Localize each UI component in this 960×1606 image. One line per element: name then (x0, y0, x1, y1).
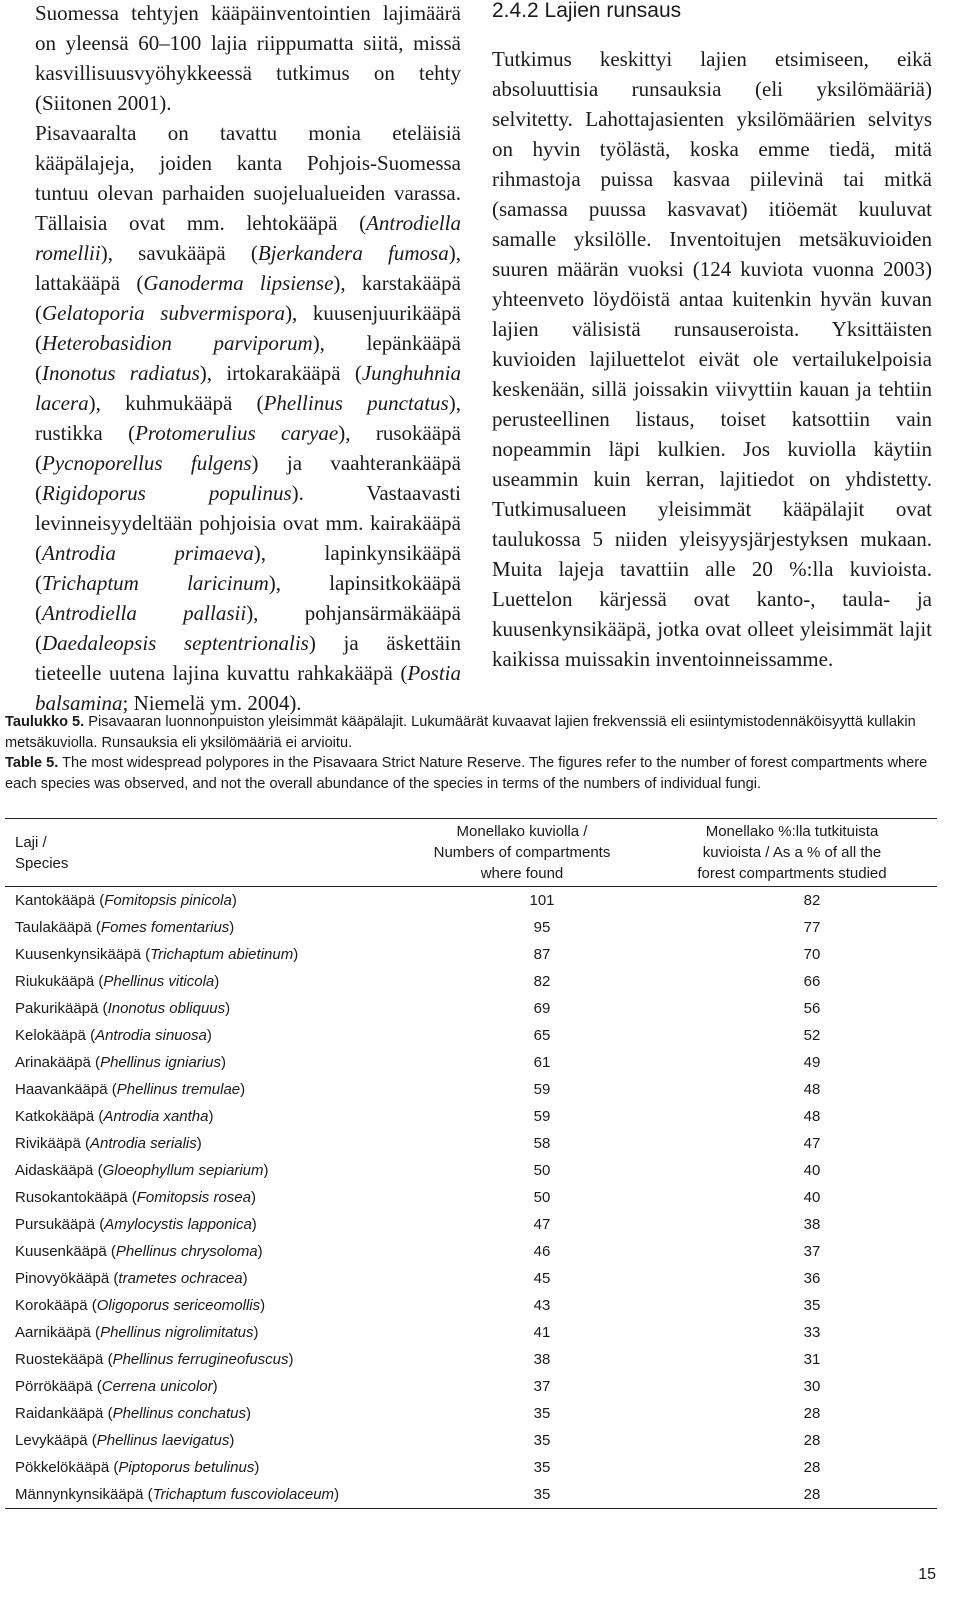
species-name: Levykääpä (Phellinus laevigatus) (15, 1432, 235, 1449)
table-row (5, 941, 937, 968)
latin-name: Antrodia sinuosa (95, 1027, 207, 1044)
compartment-percentage: 56 (803, 1000, 821, 1017)
compartment-count: 69 (533, 1000, 551, 1017)
table-row (5, 1076, 937, 1103)
compartment-percentage: 47 (803, 1135, 821, 1152)
finnish-name: Katkokääpä (15, 1108, 95, 1125)
table-row (5, 1184, 937, 1211)
latin-name: Phellinus viticola (103, 973, 215, 990)
table-row (5, 1292, 937, 1319)
compartment-percentage: 37 (803, 1243, 821, 1260)
compartment-percentage: 40 (803, 1189, 821, 1206)
latin-name: Fomes fomentarius (100, 919, 230, 936)
polypore-table (5, 818, 937, 1509)
latin-name: Phellinus ferrugineofuscus (112, 1351, 289, 1368)
table-row (5, 1265, 937, 1292)
latin-name: Inonotus obliquus (107, 1000, 226, 1017)
species-name: Pinovyökääpä (trametes ochracea) (15, 1270, 248, 1287)
finnish-name: Pakurikääpä (15, 1000, 99, 1017)
page-number: 15 (918, 1566, 936, 1583)
compartment-percentage: 48 (803, 1108, 821, 1125)
compartment-percentage: 40 (803, 1162, 821, 1179)
finnish-name: Rusokantokääpä (15, 1189, 128, 1206)
compartment-count: 59 (533, 1081, 551, 1098)
finnish-name: Raidankääpä (15, 1405, 104, 1422)
latin-name: Cerrena unicolor (101, 1378, 213, 1395)
compartment-count: 43 (533, 1297, 551, 1314)
species-name: Rusokantokääpä (Fomitopsis rosea) (15, 1189, 256, 1206)
species-name: Aidaskääpä (Gloeophyllum sepiarium) (15, 1162, 269, 1179)
compartment-count: 59 (533, 1108, 551, 1125)
table-header-row (5, 819, 937, 887)
latin-name: Phellinus conchatus (112, 1405, 246, 1422)
compartment-percentage: 28 (803, 1459, 821, 1476)
species-name: Katkokääpä (Antrodia xantha) (15, 1108, 214, 1125)
latin-name: trametes ochracea (118, 1270, 243, 1287)
latin-name: Trichaptum abietinum (150, 946, 294, 963)
compartment-percentage: 36 (803, 1270, 821, 1287)
species-name: Kantokääpä (Fomitopsis pinicola) (15, 892, 237, 909)
compartment-count: 82 (533, 973, 551, 990)
finnish-name: Pörrökääpä (15, 1378, 93, 1395)
finnish-name: Riukukääpä (15, 973, 95, 990)
header-percentage: Monellako %:lla tutkituista kuvioista / As a % of all the forest compartments studied (647, 819, 937, 887)
finnish-name: Kantokääpä (15, 892, 96, 909)
species-name: Kuusenkynsikääpä (Trichaptum abietinum) (15, 946, 299, 963)
latin-name: Antrodia serialis (90, 1135, 197, 1152)
compartment-count: 50 (533, 1189, 551, 1206)
latin-name: Antrodia xantha (103, 1108, 209, 1125)
finnish-name: Korokääpä (15, 1297, 88, 1314)
species-name: Haavankääpä (Phellinus tremulae) (15, 1081, 246, 1098)
compartment-count: 35 (533, 1459, 551, 1476)
table-row (5, 1049, 937, 1076)
latin-name: Fomitopsis pinicola (104, 892, 232, 909)
species-name: Ruostekääpä (Phellinus ferrugineofuscus) (15, 1351, 294, 1368)
finnish-name: Taulakääpä (15, 919, 92, 936)
finnish-name: Aarnikääpä (15, 1324, 91, 1341)
compartment-count: 38 (533, 1351, 551, 1368)
left-text-column (35, 0, 461, 718)
finnish-name: Pökkelökääpä (15, 1459, 110, 1476)
latin-name: Phellinus tremulae (116, 1081, 241, 1098)
right-text-column (492, 0, 932, 674)
finnish-name: Pinovyökääpä (15, 1270, 110, 1287)
finnish-name: Kelokääpä (15, 1027, 86, 1044)
table-row (5, 1211, 937, 1238)
species-name: Riukukääpä (Phellinus viticola) (15, 973, 220, 990)
species-name: Raidankääpä (Phellinus conchatus) (15, 1405, 251, 1422)
species-name: Aarnikääpä (Phellinus nigrolimitatus) (15, 1324, 259, 1341)
compartment-count: 50 (533, 1162, 551, 1179)
finnish-name: Kuusenkynsikääpä (15, 946, 141, 963)
caption-english: Table 5. The most widespread polypores in the Pisavaara Strict Nature Reserve. The figures refer to the number of forest compartments where each species was observed, and not the overall abundance of the species in terms of the numbers of individual fungi. (5, 755, 928, 792)
compartment-percentage: 49 (803, 1054, 821, 1071)
table-row (5, 1346, 937, 1373)
compartment-count: 37 (533, 1378, 551, 1395)
compartment-count: 35 (533, 1432, 551, 1449)
compartment-count: 95 (533, 919, 551, 936)
table-row (5, 1454, 937, 1481)
compartment-count: 46 (533, 1243, 551, 1260)
species-name: Arinakääpä (Phellinus igniarius) (15, 1054, 226, 1071)
compartment-percentage: 28 (803, 1432, 821, 1449)
compartment-percentage: 70 (803, 946, 821, 963)
compartment-count: 35 (397, 1481, 647, 1509)
table-row (5, 995, 937, 1022)
table-row (5, 1022, 937, 1049)
table-row (5, 1319, 937, 1346)
right-paragraph: Tutkimus keskittyi lajien etsimiseen, eikä absoluuttisia runsauksia (eli yksilömääriä) selvitetty. Lahottajasienten yksilömäärien selvitys on hyvin työlästä, koska emme tiedä, mitä rihmastoja puissa kasvaa piilevinä tai mitkä (samassa puussa kasvavat) itiöemät kuuluvat samalle yksilölle. Inventoitujen metsäkuvioiden suuren määrän vuoksi (124 kuviota vuonna 2003) yhteenveto löydöistä antaa kuitenkin hyvän kuvan lajien välisistä runsauseroista. Yksittäisten kuvioiden lajiluettelot eivät ole vertailukelpoisia keskenään, sillä joissakin viivyttiin kauan ja tehtiin perusteellinen listaus, toiset katsottiin vain nopeammin läpi kulkien. Jos kuviolla käytiin useammin kuin kerran, lajitiedot on yhdistetty. Tutkimusalueen yleisimmät kääpälajit ovat taulukossa 5 niiden yleisyysjärjestyksen mukaan. Muita lajeja tavattiin alle 20 %:lla kuvioista. Luettelon kärjessä ovat kanto-, taula- ja kuusenkynsikääpä, jotka ovat olleet yleisimmät lajit kaikissa muissakin inventoinneissamme. (492, 47, 932, 671)
compartment-percentage: 52 (803, 1027, 821, 1044)
table-row (5, 1103, 937, 1130)
species-name: Taulakääpä (Fomes fomentarius) (15, 919, 235, 936)
latin-name: Gloeophyllum sepiarium (102, 1162, 264, 1179)
finnish-name: Männynkynsikääpä (15, 1486, 144, 1503)
species-name: Rivikääpä (Antrodia serialis) (15, 1135, 202, 1152)
compartment-percentage: 77 (803, 919, 821, 936)
species-name: Kelokääpä (Antrodia sinuosa) (15, 1027, 212, 1044)
compartment-percentage: 35 (803, 1297, 821, 1314)
latin-name: Trichaptum fuscoviolaceum (152, 1486, 335, 1503)
species-name: Pörrökääpä (Cerrena unicolor) (15, 1378, 218, 1395)
finnish-name: Haavankääpä (15, 1081, 108, 1098)
table-row (5, 914, 937, 941)
section-heading: 2.4.2 Lajien runsaus (492, 0, 682, 22)
table-row (5, 887, 937, 915)
finnish-name: Pursukääpä (15, 1216, 96, 1233)
latin-name: Phellinus chrysoloma (115, 1243, 258, 1260)
table-body (5, 887, 937, 1509)
compartment-count: 58 (533, 1135, 551, 1152)
finnish-name: Kuusenkääpä (15, 1243, 107, 1260)
latin-name: Piptoporus betulinus (118, 1459, 255, 1476)
compartment-percentage: 48 (803, 1081, 821, 1098)
caption-finnish: Taulukko 5. Pisavaaran luonnonpuiston yleisimmät kääpälajit. Lukumäärät kuvaavat lajien frekvenssiä eli esiintymistodennäköisyyttä kullakin metsäkuviolla. Runsauksia eli yksilömääriä ei arvioitu. (5, 714, 916, 751)
header-compartments: Monellako kuviolla / Numbers of compartments where found (397, 819, 647, 887)
compartment-percentage: 28 (647, 1481, 937, 1509)
compartment-count: 65 (533, 1027, 551, 1044)
left-paragraph-2: Pisavaaralta on tavattu monia eteläisiä kääpälajeja, joiden kanta Pohjois-Suomessa tuntuu olevan parhaiden suojelualueiden varassa. Tällaisia ovat mm. lehtokääpä (Antrodiella romellii), savukääpä (Bjerkandera fumosa), lattakääpä (Ganoderma lipsiense), karstakääpä (Gelatoporia subvermispora), kuusenjuurikääpä (Heterobasidion parviporum), lepänkääpä (Inonotus radiatus), irtokarakääpä (Junghuhnia lacera), kuhmukääpä (Phellinus punctatus), rustikka (Protomerulius caryae), rusokääpä (Pycnoporellus fulgens) ja vaahterankääpä (Rigidoporus populinus). Vastaavasti levinneisyydeltään pohjoisia ovat mm. kairakääpä (Antrodia primaeva), lapinkynsikääpä (Trichaptum laricinum), lapinsitkokääpä (Antrodiella pallasii), pohjansärmäkääpä (Daedaleopsis septentrionalis) ja äskettäin tieteelle uutena lajina kuvattu rahkakääpä (Postia balsamina; Niemelä ym. 2004). (35, 121, 462, 715)
table-row (5, 1481, 937, 1509)
table-caption (5, 712, 935, 794)
species-name: Pakurikääpä (Inonotus obliquus) (15, 1000, 231, 1017)
compartment-percentage: 31 (803, 1351, 821, 1368)
table-row (5, 968, 937, 995)
compartment-count: 101 (529, 892, 555, 909)
species-name: Pursukääpä (Amylocystis lapponica) (15, 1216, 257, 1233)
table-row (5, 1238, 937, 1265)
compartment-percentage: 28 (803, 1405, 821, 1422)
compartment-percentage: 33 (803, 1324, 821, 1341)
latin-name: Phellinus nigrolimitatus (100, 1324, 254, 1341)
table-row (5, 1373, 937, 1400)
finnish-name: Rivikääpä (15, 1135, 81, 1152)
finnish-name: Aidaskääpä (15, 1162, 94, 1179)
latin-name: Phellinus igniarius (100, 1054, 221, 1071)
table-row (5, 1400, 937, 1427)
table-row (5, 1157, 937, 1184)
table-row (5, 1130, 937, 1157)
finnish-name: Ruostekääpä (15, 1351, 104, 1368)
latin-name: Fomitopsis rosea (136, 1189, 251, 1206)
latin-name: Oligoporus sericeomollis (96, 1297, 261, 1314)
compartment-percentage: 66 (803, 973, 821, 990)
compartment-count: 41 (533, 1324, 551, 1341)
latin-name: Phellinus laevigatus (96, 1432, 230, 1449)
table-row (5, 1427, 937, 1454)
left-paragraph-1: Suomessa tehtyjen kääpäinventointien lajimäärä on yleensä 60–100 lajia riippumatta siitä, missä kasvillisuusvyöhykkeessä tutkimus on tehty (Siitonen 2001). (35, 1, 461, 115)
latin-name: Amylocystis lapponica (104, 1216, 252, 1233)
compartment-count: 45 (533, 1270, 551, 1287)
species-name: Kuusenkääpä (Phellinus chrysoloma) (15, 1243, 263, 1260)
compartment-percentage: 38 (803, 1216, 821, 1233)
compartment-count: 35 (533, 1405, 551, 1422)
compartment-percentage: 82 (803, 892, 821, 909)
species-name: Männynkynsikääpä (Trichaptum fuscoviolaceum) (5, 1481, 397, 1509)
finnish-name: Arinakääpä (15, 1054, 91, 1071)
compartment-percentage: 30 (803, 1378, 821, 1395)
species-name: Pökkelökääpä (Piptoporus betulinus) (15, 1459, 260, 1476)
species-name: Korokääpä (Oligoporus sericeomollis) (15, 1297, 266, 1314)
header-species: Laji / Species (5, 819, 397, 887)
compartment-count: 87 (533, 946, 551, 963)
finnish-name: Levykääpä (15, 1432, 88, 1449)
compartment-count: 61 (533, 1054, 551, 1071)
compartment-count: 47 (533, 1216, 551, 1233)
